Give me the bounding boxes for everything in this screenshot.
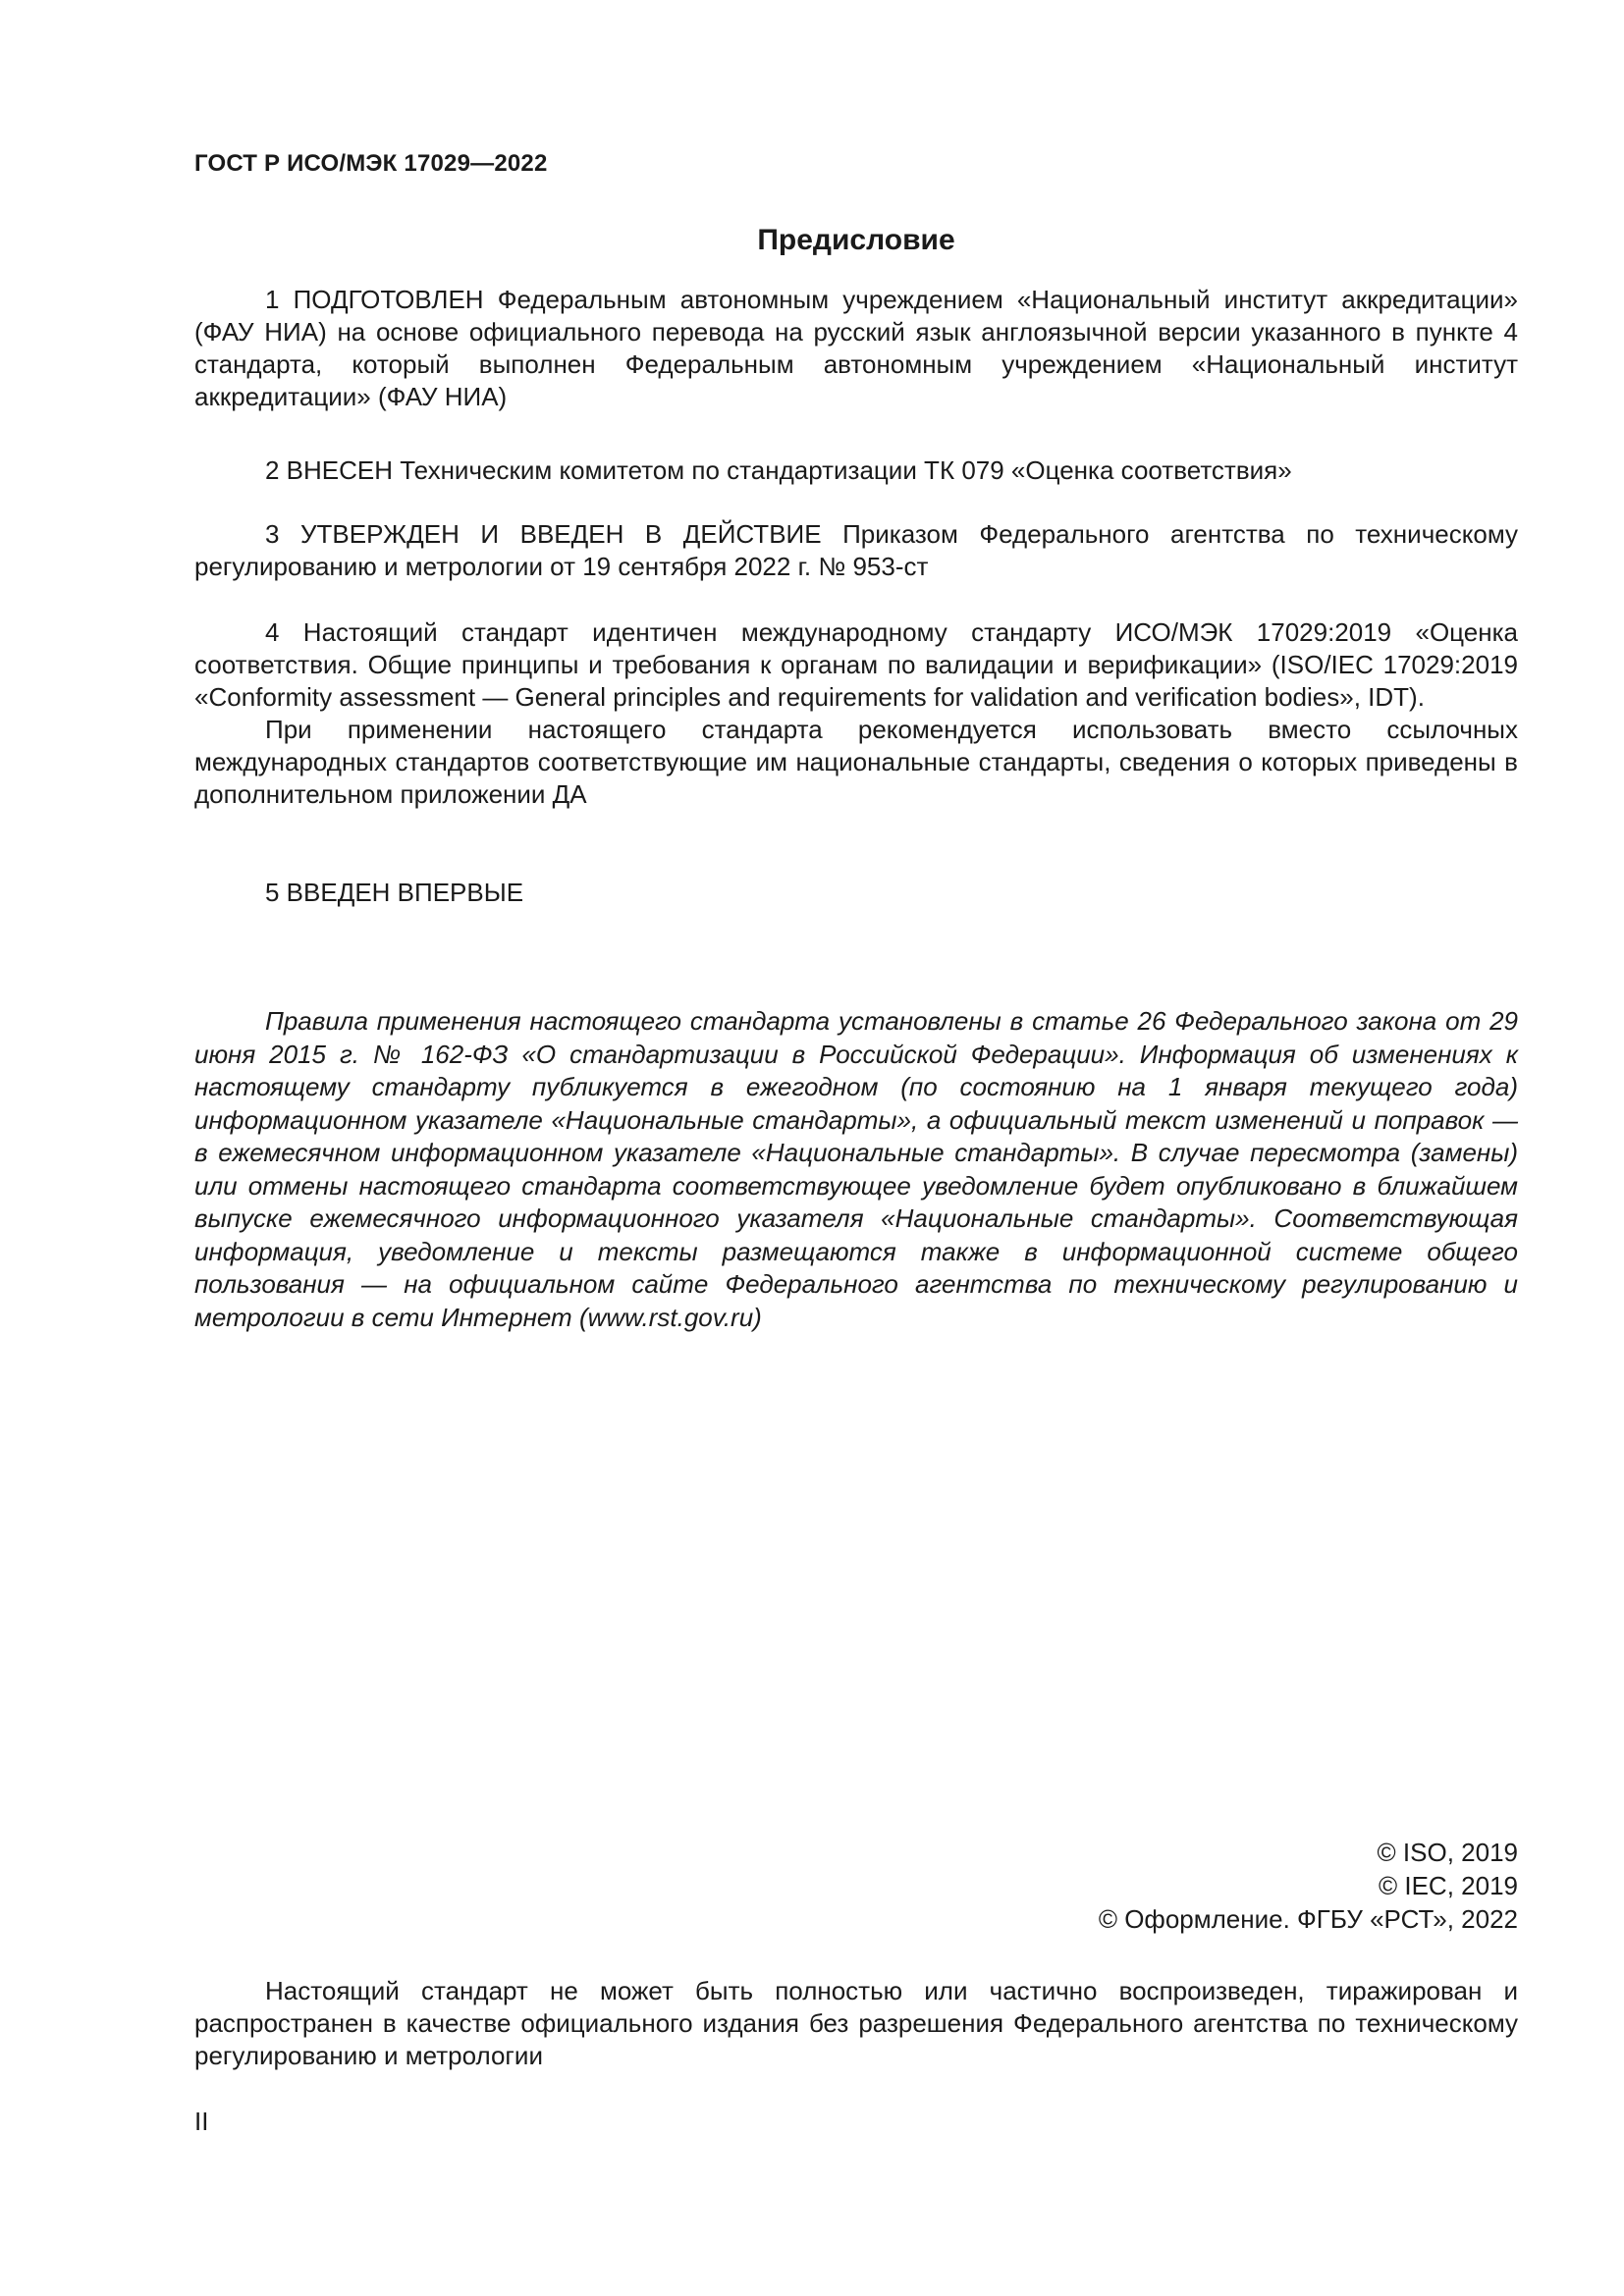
preface-paragraph: 1 ПОДГОТОВЛЕН Федеральным автономным учреждением «Национальный институт аккредитации» (ФАУ НИА) на основе официального перевода на русский язык англоязычной версии указанного в пункте 4 стандарта, который выполнен Федеральным автономным учреждением «Национальный институт аккредитации» (ФАУ НИА) bbox=[194, 285, 1518, 411]
preface-paragraph: 2 ВНЕСЕН Техническим комитетом по стандартизации ТК 079 «Оценка соответствия» bbox=[265, 455, 1292, 485]
copyright-block bbox=[1099, 1836, 1518, 1936]
section-title: Предисловие bbox=[757, 224, 955, 256]
preface-paragraph: 5 ВВЕДЕН ВПЕРВЫЕ bbox=[265, 878, 524, 907]
copyright-design: © Оформление. ФГБУ «РСТ», 2022 bbox=[1098, 1904, 1518, 1934]
application-rules-notice: Правила применения настоящего стандарта установлены в статье 26 Федерального закона от 29 июня 2015 г. № 162-ФЗ «О стандартизации в Российской Федерации». Информация об изменениях к настоящему стандарту публикуется в ежегодном (по состоянию на 1 января текущего года) информационном указателе «Национальные стандарты», а официальный текст изменений и поправок — в ежемесячном информационном указателе «Национальные стандарты». В случае пересмотра (замены) или отмены настоящего стандарта соответствующее уведомление будет опубликовано в ближайшем выпуске ежемесячного информационного указателя «Национальные стандарты». Соответствующая информация, уведомление и тексты размещаются также в информационной системе общего пользования — на официальном сайте Федерального агентства по техническому регулированию и метрологии в сети Интернет (www.rst.gov.ru) bbox=[194, 1006, 1518, 1332]
copyright-iec: © IEC, 2019 bbox=[1378, 1871, 1518, 1900]
preface-item-3 bbox=[194, 518, 1518, 583]
preface-item-2 bbox=[194, 454, 1518, 487]
preface-paragraph: 4 Настоящий стандарт идентичен международному стандарту ИСО/МЭК 17029:2019 «Оценка соответствия. Общие принципы и требования к органам по валидации и верификации» (ISO/IEC 17029:2019 «Conformity assessment — General principles and requirements for validation and verification bodies», IDT). bbox=[194, 617, 1518, 712]
preface-item-1 bbox=[194, 284, 1518, 413]
preface-paragraph: 3 УТВЕРЖДЕН И ВВЕДЕН В ДЕЙСТВИЕ Приказом Федерального агентства по техническому регулированию и метрологии от 19 сентября 2022 г. № 953-ст bbox=[194, 519, 1518, 581]
preface-paragraph: При применении настоящего стандарта рекомендуется использовать вместо ссылочных международных стандартов соответствующие им национальные стандарты, сведения о которых приведены в дополнительном приложении ДА bbox=[194, 715, 1518, 809]
document-designation: ГОСТ Р ИСО/МЭК 17029—2022 bbox=[194, 150, 548, 177]
copyright-iso: © ISO, 2019 bbox=[1377, 1838, 1518, 1867]
reproduction-notice: Настоящий стандарт не может быть полностью или частично воспроизведен, тиражирован и распространен в качестве официального издания без разрешения Федерального агентства по техническому регулированию и метрологии bbox=[194, 1976, 1518, 2070]
preface-item-5 bbox=[194, 877, 1518, 909]
page-number: II bbox=[194, 2107, 209, 2136]
preface-item-4 bbox=[194, 616, 1518, 811]
